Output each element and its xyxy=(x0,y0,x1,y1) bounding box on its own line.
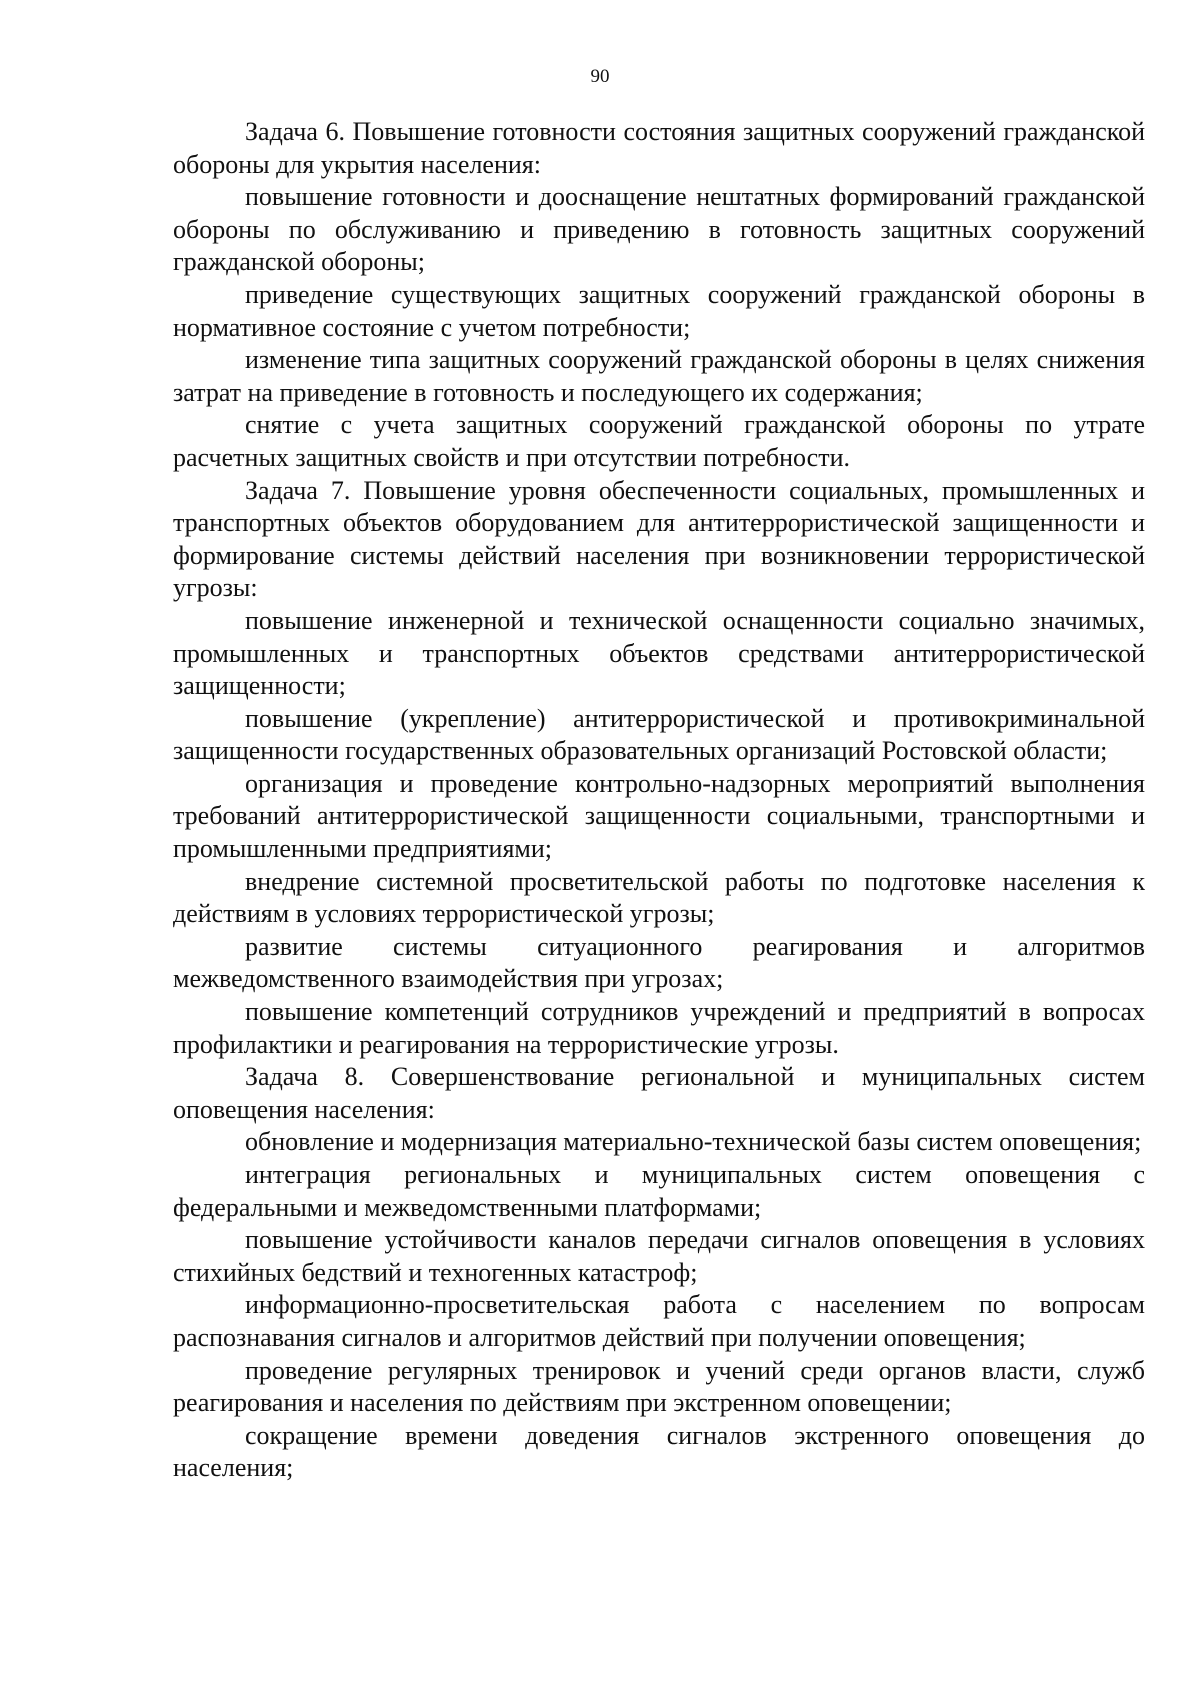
paragraph-task-6: Задача 6. Повышение готовности состояния защитных сооружений гражданской обороны для укрытия населения: xyxy=(173,117,1145,179)
paragraph-task-6-item-4: снятие с учета защитных сооружений гражданской обороны по утрате расчетных защитных свойств и при отсутствии потребности. xyxy=(173,410,1145,472)
paragraph-task-7-item-6: повышение компетенций сотрудников учреждений и предприятий в вопросах профилактики и реагирования на террористические угрозы. xyxy=(173,997,1145,1059)
paragraph-task-8-item-3: повышение устойчивости каналов передачи сигналов оповещения в условиях стихийных бедствий и техногенных катастроф; xyxy=(173,1225,1145,1287)
paragraph-task-8-item-2: интеграция региональных и муниципальных систем оповещения с федеральными и межведомственными платформами; xyxy=(173,1160,1145,1222)
paragraph-task-7-item-5: развитие системы ситуационного реагирования и алгоритмов межведомственного взаимодействия при угрозах; xyxy=(173,931,1145,994)
document-body xyxy=(173,116,1145,1485)
paragraph-task-8-item-6: сокращение времени доведения сигналов экстренного оповещения до населения; xyxy=(173,1420,1145,1483)
paragraph-task-7-item-3: организация и проведение контрольно-надзорных мероприятий выполнения требований антитеррористической защищенности социальными, транспортными и промышленными предприятиями; xyxy=(173,768,1145,864)
paragraph-task-6-item-1: повышение готовности и дооснащение нештатных формирований гражданской обороны по обслуживанию и приведению в готовность защитных сооружений гражданской обороны; xyxy=(173,182,1145,277)
paragraph-task-7-item-4: внедрение системной просветительской работы по подготовке населения к действиям в условиях террористической угрозы; xyxy=(173,866,1145,929)
paragraph-task-6-item-2: приведение существующих защитных сооружений гражданской обороны в нормативное состояние с учетом потребности; xyxy=(173,279,1145,342)
paragraph-task-6-item-3: изменение типа защитных сооружений гражданской обороны в целях снижения затрат на приведение в готовность и последующего их содержания; xyxy=(173,345,1145,407)
paragraph-task-8-item-1: обновление и модернизация материально-технической базы систем оповещения; xyxy=(245,1127,1142,1157)
paragraph-task-7: Задача 7. Повышение уровня обеспеченности социальных, промышленных и транспортных объектов оборудованием для антитеррористической защищенности и формирование системы действий населения при возникновении террористической угрозы: xyxy=(173,475,1145,603)
paragraph-task-8: Задача 8. Совершенствование региональной и муниципальных систем оповещения населения: xyxy=(173,1062,1145,1124)
paragraph-task-7-item-2: повышение (укрепление) антитеррористической и противокриминальной защищенности государственных образовательных организаций Ростовской области; xyxy=(173,703,1145,766)
paragraph-task-8-item-4: информационно-просветительская работа с населением по вопросам распознавания сигналов и алгоритмов действий при получении оповещения; xyxy=(173,1290,1145,1352)
page-number: 90 xyxy=(590,66,610,87)
paragraph-task-7-item-1: повышение инженерной и технической оснащенности социально значимых, промышленных и транспортных объектов средствами антитеррористической защищенности; xyxy=(173,605,1145,701)
paragraph-task-8-item-5: проведение регулярных тренировок и учений среди органов власти, служб реагирования и населения по действиям при экстренном оповещении; xyxy=(173,1355,1145,1418)
